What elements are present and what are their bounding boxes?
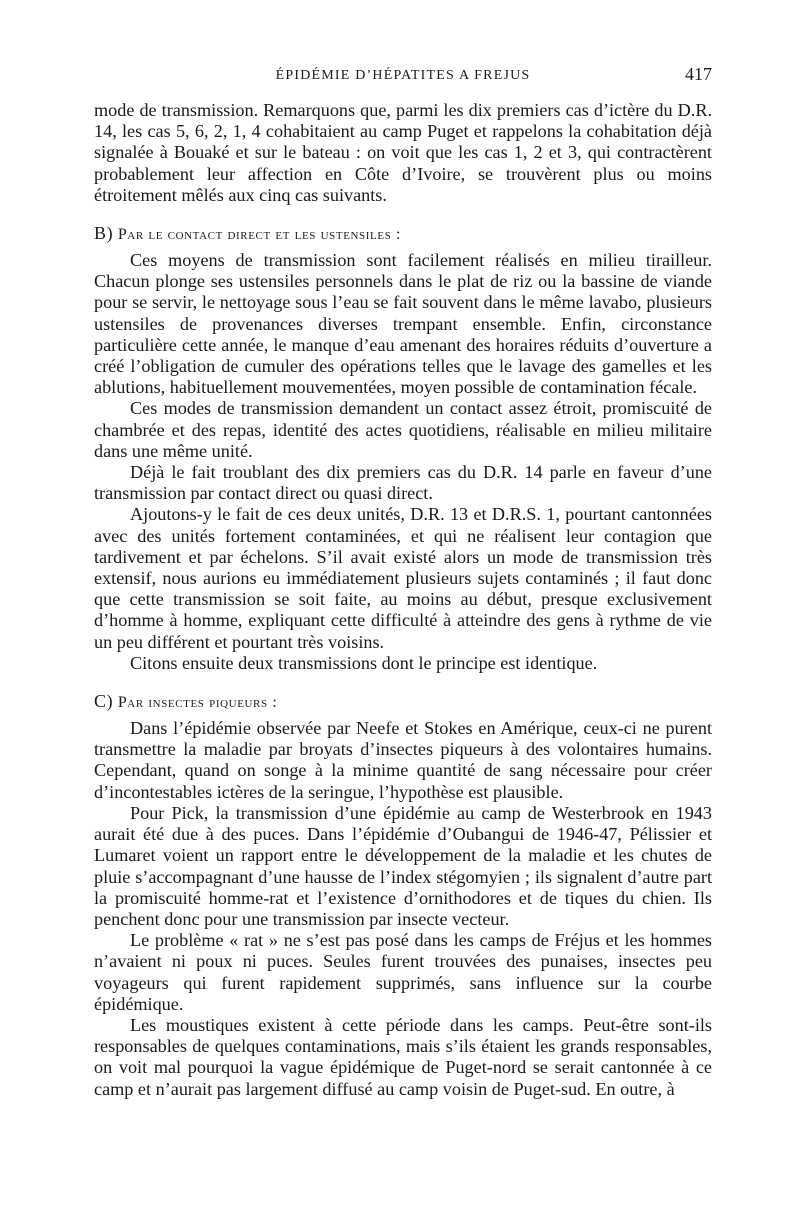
running-head (94, 64, 712, 100)
section-heading-b (94, 223, 712, 245)
running-title: ÉPIDÉMIE D’HÉPATITES A FREJUS (275, 68, 531, 83)
section-heading-letter: B) (94, 223, 114, 244)
body-paragraph: Les moustiques existent à cette période dans les camps. Peut-être sont-ils responsables de quelques contaminations, mais s’ils étaient les grands responsables, on voit mal pourquoi la vague épidémique de Puget-nord se serait cantonnée à ce camp et n’aurait pas largement diffusé au camp voisin de Puget-sud. En outre, à (94, 1014, 712, 1099)
body-paragraph: Pour Pick, la transmission d’une épidémie au camp de Westerbrook en 1943 aurait été due à des puces. Dans l’épidémie d’Oubangui de 1946-47, Pélissier et Lumaret voient un rapport entre le développement de la maladie et les chutes de pluie s’accompagnant d’une hausse de l’index stégomyien ; ils signalent d’autre part la promiscuité homme-rat et l’existence d’ornithodores et de tiques du chien. Ils penchent donc pour une transmission par insecte vecteur. (94, 802, 712, 929)
body-paragraph: Ces modes de transmission demandent un contact assez étroit, promiscuité de chambrée et des repas, identité des actes quotidiens, réalisable en milieu militaire dans une même unité. (94, 398, 712, 461)
section-heading-text: Par insectes piqueurs : (117, 694, 278, 712)
page-number: 417 (685, 64, 712, 84)
body-paragraph: Ajoutons-y le fait de ces deux unités, D.R. 13 et D.R.S. 1, pourtant cantonnées avec des unités fortement contaminées, et qui ne réalisent leur contagion que tardivement et par échelons. S’il avait existé alors un mode de transmission très extensif, nous aurions eu immédiatement plusieurs sujets contaminés ; il faut donc que cette transmission se soit faite, au moins au début, presque exclusivement d’homme à homme, expliquant cette difficulté à atteindre des gens à rythme de vie un peu différent et pourtant très voisins. (94, 504, 712, 652)
body-paragraph: Ces moyens de transmission sont facilement réalisés en milieu tirailleur. Chacun plonge ses ustensiles personnels dans le plat de riz ou la bassine de viande pour se servir, le nettoyage sous l’eau se fait souvent dans le même lavabo, plusieurs ustensiles de provenances diverses trempant ensemble. Enfin, circonstance particulière cette année, le manque d’eau amenant des horaires réduits d’ouverture a créé l’obligation de cumuler des opérations telles que le lavage des gamelles et les ablutions, habituellement mouvementées, moyen possible de contamination fécale. (94, 250, 712, 398)
body-paragraph: Déjà le fait troublant des dix premiers cas du D.R. 14 parle en faveur d’une transmission par contact direct ou quasi direct. (94, 462, 712, 504)
section-heading-text: Par le contact direct et les ustensiles : (117, 226, 402, 244)
body-paragraph: Citons ensuite deux transmissions dont le principe est identique. (130, 652, 598, 673)
section-heading-c (94, 691, 712, 713)
section-heading-letter: C) (94, 691, 114, 712)
body-paragraph: Dans l’épidémie observée par Neefe et Stokes en Amérique, ceux-ci ne purent transmettre la maladie par broyats d’insectes piqueurs à des volontaires humains. Cependant, quand on songe à la minime quantité de sang nécessaire pour créer d’incontestables ictères de la seringue, l’hypothèse est plausible. (94, 718, 712, 802)
body-paragraph: mode de transmission. Remarquons que, parmi les dix premiers cas d’ictère du D.R. 14, les cas 5, 6, 2, 1, 4 cohabitaient au camp Puget et rappelons la cohabitation déjà signalée à Bouaké et sur le bateau : on voit que les cas 1, 2 et 3, qui contractèrent probablement leur affection en Côte d’Ivoire, se trouvèrent plus ou moins étroitement mêlés aux cinq cas suivants. (94, 100, 712, 205)
page (94, 64, 712, 1100)
body-paragraph: Le problème « rat » ne s’est pas posé dans les camps de Fréjus et les hommes n’avaient ni poux ni puces. Seules furent trouvées des punaises, insectes peu voyageurs qui furent rapidement supprimés, sans influence sur la courbe épidémique. (94, 930, 712, 1014)
